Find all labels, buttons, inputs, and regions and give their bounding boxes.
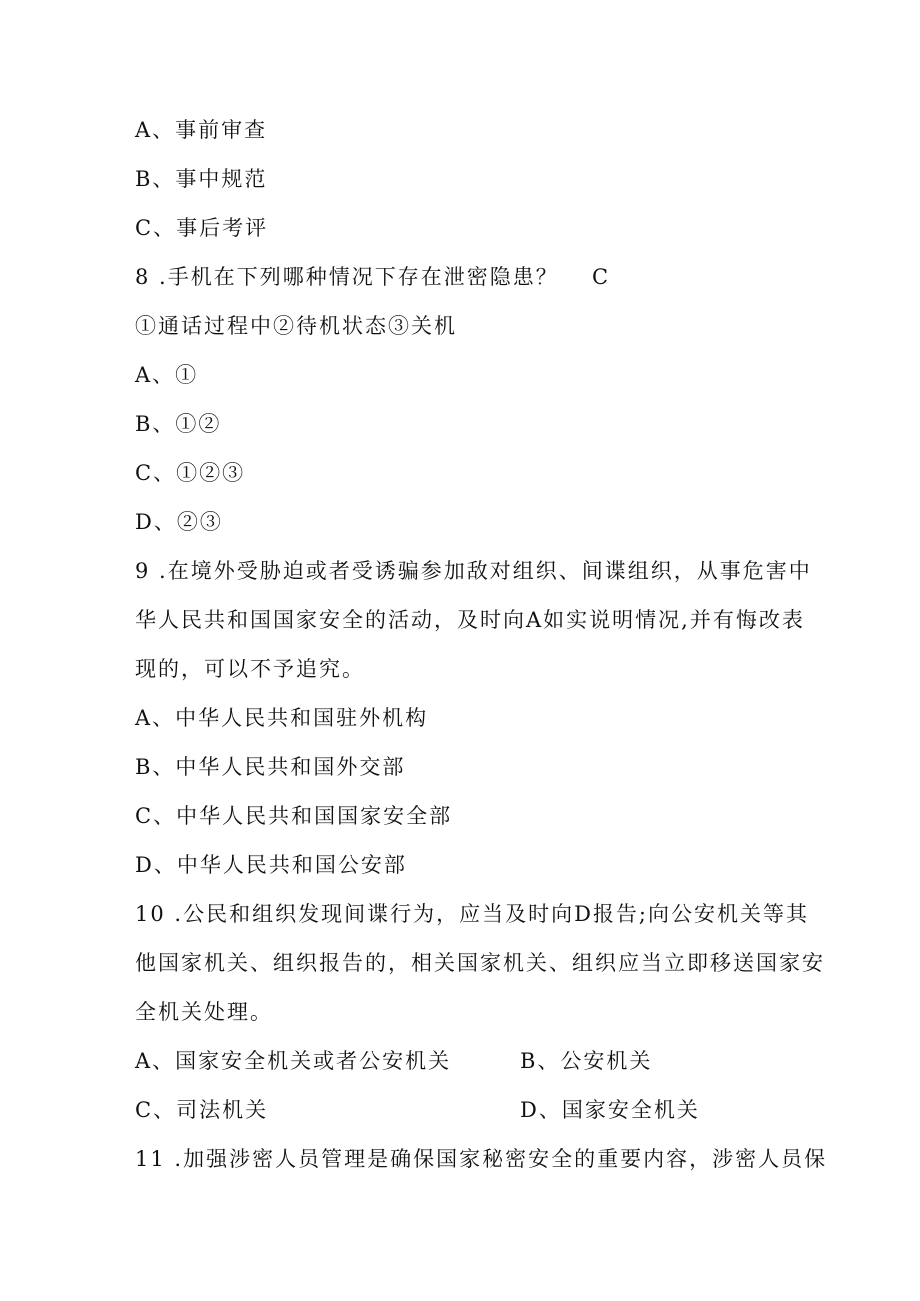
q8-answer: C: [592, 265, 609, 289]
q9-question-line-3: 现的，可以不予追究。: [135, 657, 365, 681]
q8-option-b: B、①②: [135, 412, 222, 436]
q10-question-line-3: 全机关处理。: [135, 1000, 273, 1024]
q8-option-a: A、①: [135, 363, 199, 387]
q8-option-c: C、①②③: [135, 461, 246, 485]
q10-question-line-2: 他国家机关、组织报告的，相关国家机关、组织应当立即移送国家安: [135, 951, 825, 975]
q8-stem: ①通话过程中②待机状态③关机: [135, 314, 457, 338]
q9-option-c: C、中华人民共和国国家安全部: [135, 804, 453, 828]
q11-question-line-1: 11 .加强涉密人员管理是确保国家秘密安全的重要内容，涉密人员保: [135, 1147, 828, 1171]
q10-question-line-1: 10 .公民和组织发现间谍行为，应当及时向D报告;向公安机关等其: [135, 902, 809, 926]
q10-option-d: D、国家安全机关: [520, 1098, 700, 1122]
q7-option-a: A、事前审查: [135, 118, 268, 142]
q10-option-c: C、司法机关: [135, 1098, 269, 1122]
q9-question-line-1: 9 .在境外受胁迫或者受诱骗参加敌对组织、间谍组织，从事危害中: [135, 559, 812, 583]
q9-option-a: A、中华人民共和国驻外机构: [135, 706, 429, 730]
q9-option-d: D、中华人民共和国公安部: [135, 853, 407, 877]
q7-option-c: C、事后考评: [135, 216, 269, 240]
q8-question: 8 .手机在下列哪种情况下存在泄密隐患？: [135, 265, 559, 289]
q8-option-d: D、②③: [135, 510, 223, 534]
q9-option-b: B、中华人民共和国外交部: [135, 755, 406, 779]
q10-option-a: A、国家安全机关或者公安机关: [135, 1049, 452, 1073]
q9-question-line-2: 华人民共和国国家安全的活动，及时向A如实说明情况,并有悔改表: [135, 608, 805, 632]
q10-option-b: B、公安机关: [520, 1049, 653, 1073]
q7-option-b: B、事中规范: [135, 167, 268, 191]
